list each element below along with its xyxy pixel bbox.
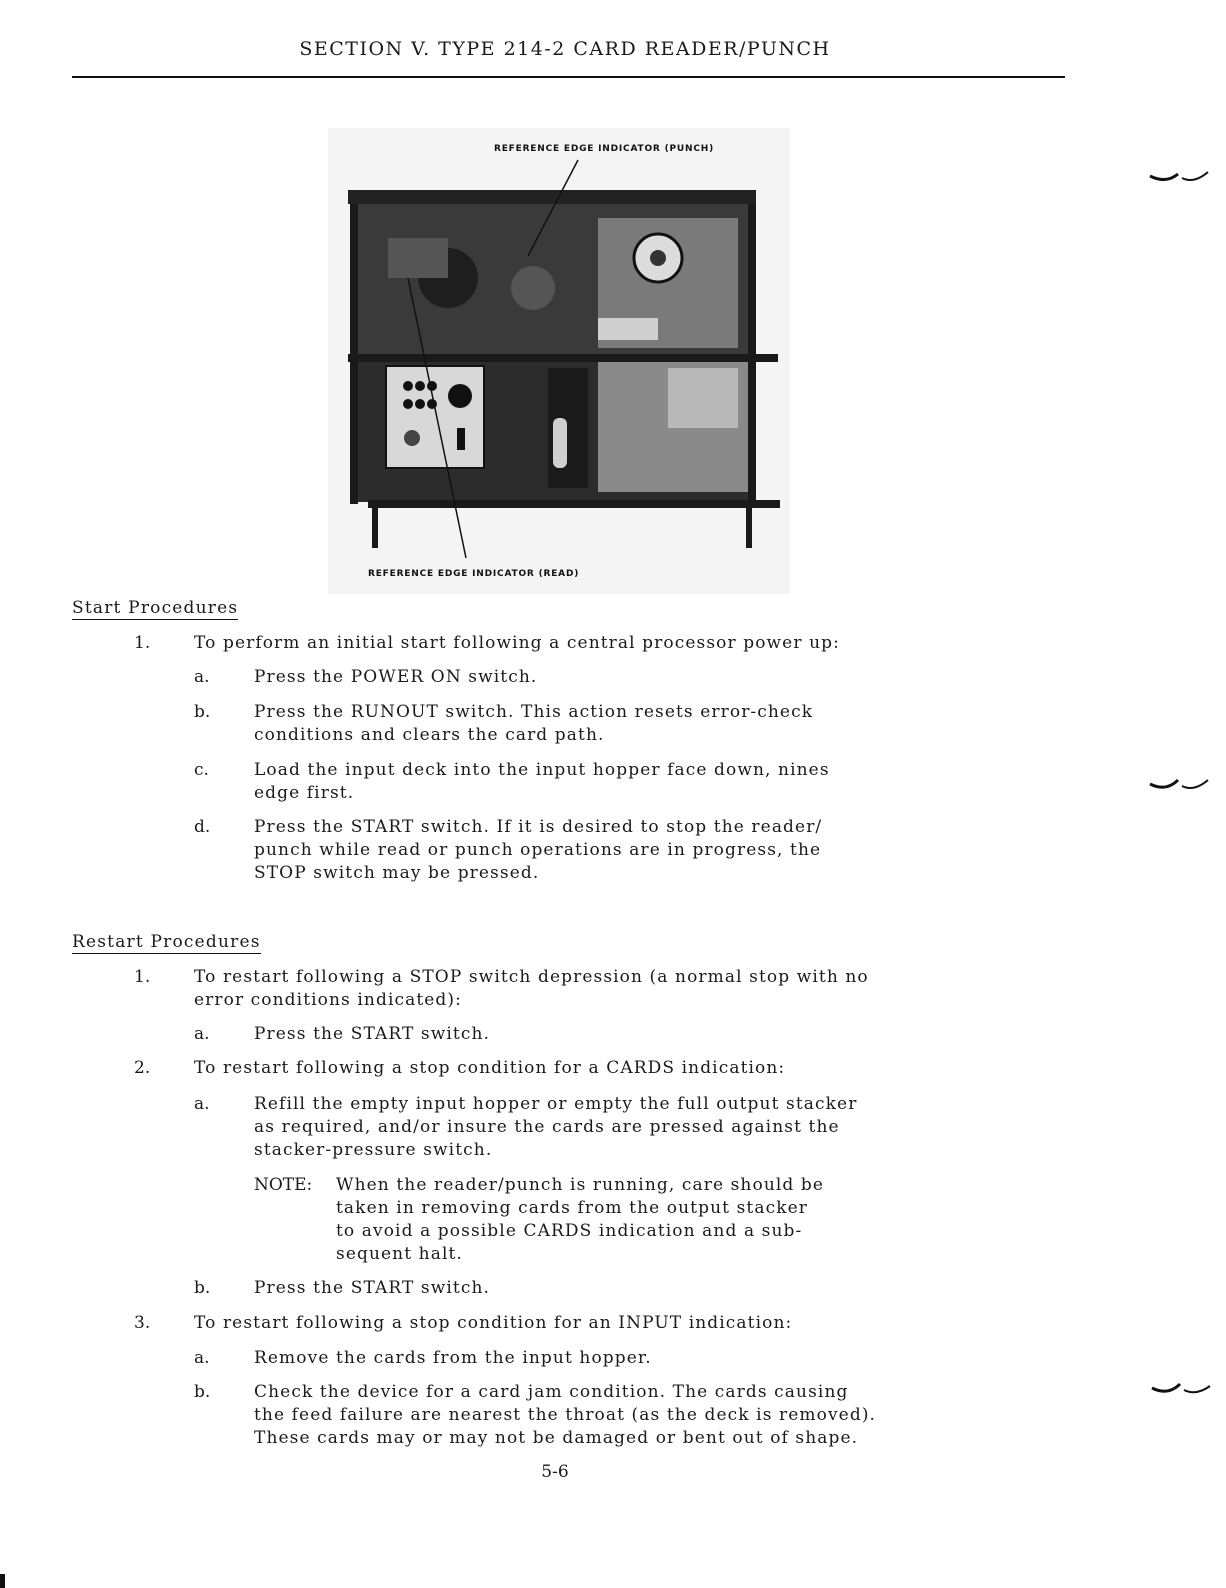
note-text: taken in removing cards from the output stacker (336, 1198, 808, 1218)
step-text: Remove the cards from the input hopper. (254, 1348, 652, 1368)
step-label: b. (194, 1278, 211, 1298)
note-text: sequent halt. (336, 1244, 463, 1264)
step-text: Press the START switch. (254, 1024, 491, 1044)
item-number: 1. (134, 967, 151, 987)
binding-mark-decoration (1148, 168, 1210, 188)
step-label: c. (194, 760, 209, 780)
step-text: Press the START switch. If it is desired to stop the reader/ (254, 817, 823, 837)
item-text: To restart following a STOP switch depression (a normal stop with no (194, 967, 869, 987)
step-text: Press the START switch. (254, 1278, 491, 1298)
step-label: b. (194, 1382, 211, 1402)
callout-punch: REFERENCE EDGE INDICATOR (PUNCH) (494, 144, 714, 154)
step-text: STOP switch may be pressed. (254, 863, 540, 883)
step-label: a. (194, 667, 210, 687)
restart-procedures-heading: Restart Procedures (72, 932, 261, 952)
step-text: Press the RUNOUT switch. This action resets error-check (254, 702, 814, 722)
note-label: NOTE: (254, 1175, 313, 1195)
item-text: To perform an initial start following a central processor power up: (194, 633, 840, 653)
step-label: a. (194, 1024, 210, 1044)
header-rule (72, 76, 1065, 78)
binding-mark-decoration (1150, 1380, 1212, 1400)
step-text: Refill the empty input hopper or empty the full output stacker (254, 1094, 858, 1114)
item-text: To restart following a stop condition for an INPUT indication: (194, 1313, 793, 1333)
step-text: edge first. (254, 783, 355, 803)
page-header: SECTION V. TYPE 214-2 CARD READER/PUNCH (299, 38, 831, 60)
step-text: conditions and clears the card path. (254, 725, 605, 745)
step-text: Press the POWER ON switch. (254, 667, 538, 687)
start-procedures-heading: Start Procedures (72, 598, 239, 618)
note-text: When the reader/punch is running, care should be (336, 1175, 825, 1195)
scan-edge-mark (0, 1574, 5, 1588)
machine-illustration (328, 128, 790, 594)
binding-mark-decoration (1148, 776, 1210, 796)
item-text: To restart following a stop condition for a CARDS indication: (194, 1058, 786, 1078)
step-text: Load the input deck into the input hopper face down, nines (254, 760, 830, 780)
item-number: 1. (134, 633, 151, 653)
item-text: error conditions indicated): (194, 990, 462, 1010)
step-text: These cards may or may not be damaged or bent out of shape. (254, 1428, 859, 1448)
step-text: the feed failure are nearest the throat (as the deck is removed). (254, 1405, 877, 1425)
step-label: a. (194, 1348, 210, 1368)
item-number: 2. (134, 1058, 151, 1078)
step-text: as required, and/or insure the cards are pressed against the (254, 1117, 840, 1137)
step-text: stacker-pressure switch. (254, 1140, 493, 1160)
card-reader-punch-photo (328, 128, 790, 594)
callout-read: REFERENCE EDGE INDICATOR (READ) (368, 569, 580, 579)
step-text: punch while read or punch operations are in progress, the (254, 840, 822, 860)
note-text: to avoid a possible CARDS indication and a sub- (336, 1221, 803, 1241)
step-label: a. (194, 1094, 210, 1114)
step-label: b. (194, 702, 211, 722)
step-label: d. (194, 817, 211, 837)
item-number: 3. (134, 1313, 151, 1333)
page-number: 5-6 (541, 1462, 569, 1482)
step-text: Check the device for a card jam condition. The cards causing (254, 1382, 849, 1402)
